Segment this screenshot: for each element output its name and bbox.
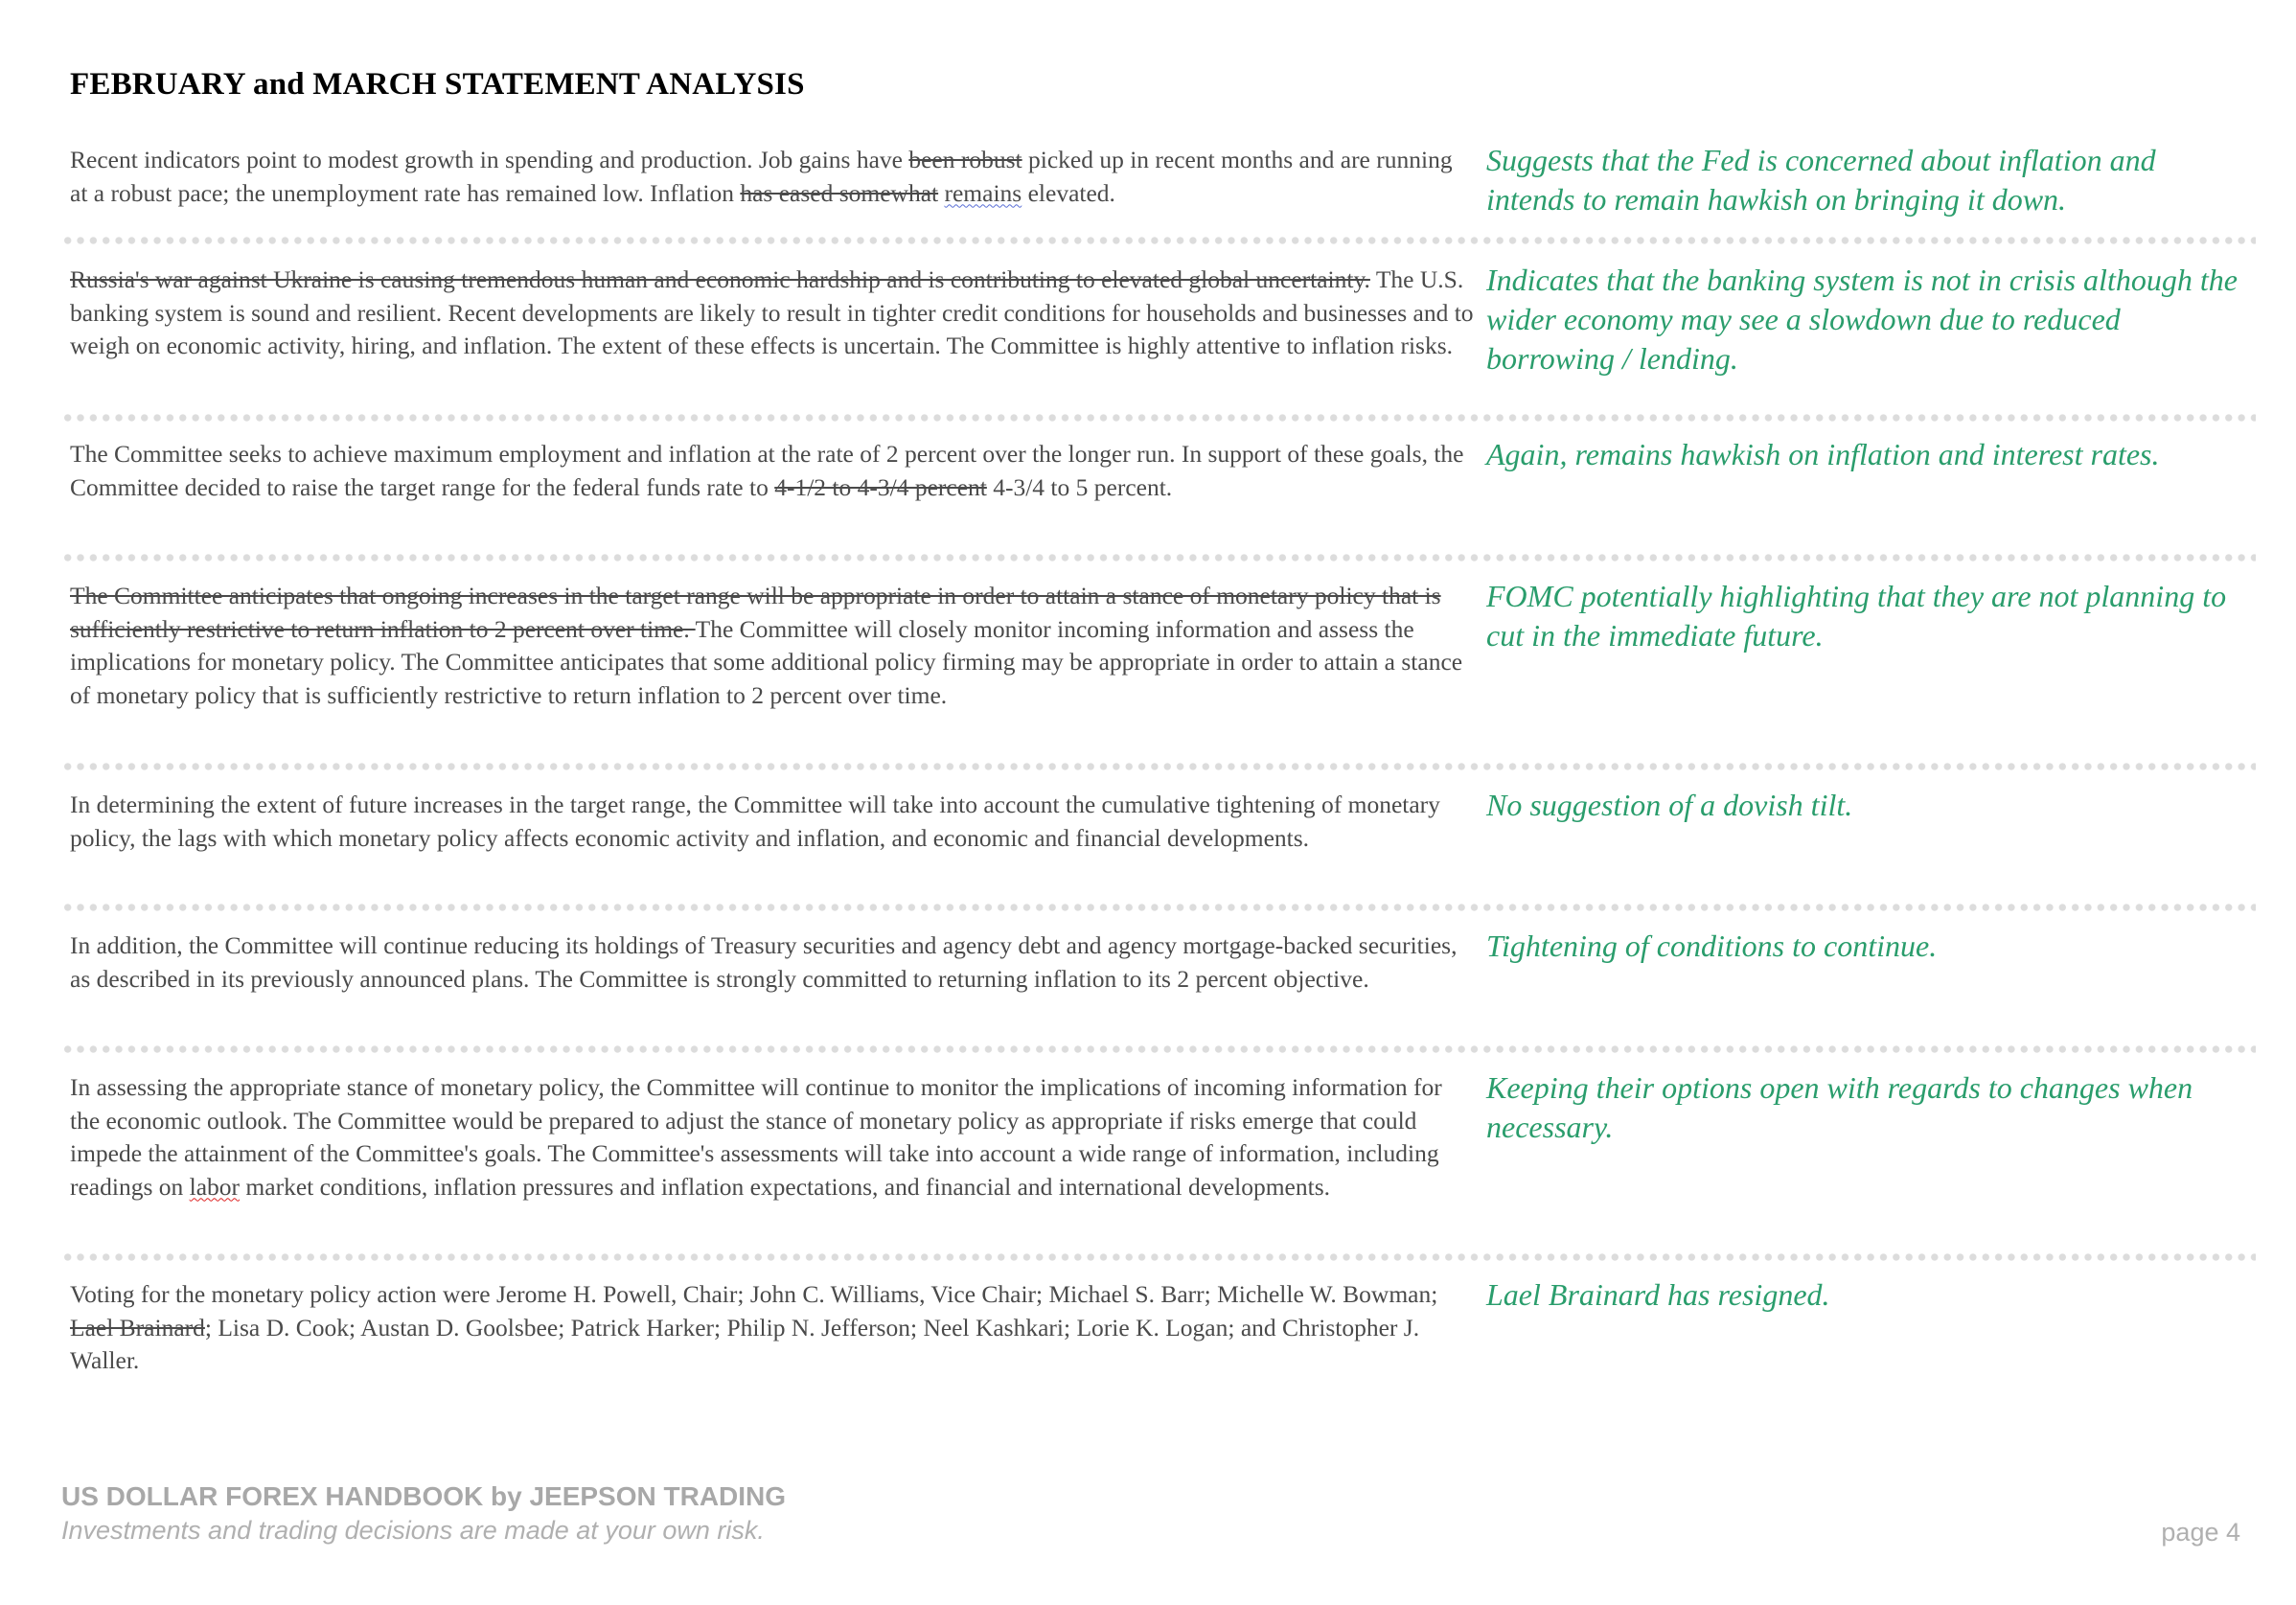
statement-text [70,789,1474,855]
dotted-divider [61,904,2256,911]
dotted-divider [61,554,2256,562]
statement-segment: The Committee will closely monitor incoming information and assess the implications for monetary policy. The Committee anticipates that some additional policy firming may be appropriate in order to attain a stance of monetary policy that is sufficiently restrictive to return inflation to 2 percent over time. [70,614,1463,709]
analysis-note: Again, remains hawkish on inflation and interest rates. [1486,437,2160,471]
statement-text [70,144,1474,210]
statement-text [70,580,1474,712]
page-number: page 4 [2161,1518,2240,1547]
deleted-text: has eased somewhat [740,178,939,207]
statement-segment: market conditions, inflation pressures and inflation expectations, and financial and international developments. [240,1172,1331,1201]
statement-segment: elevated. [1022,178,1115,207]
dotted-divider [61,1253,2256,1261]
page-title: FEBRUARY and MARCH STATEMENT ANALYSIS [70,67,805,102]
statement-segment: In addition, the Committee will continue reducing its holdings of Treasury securities and agency debt and agency mortgage-backed securities, as described in its previously announced plans. The Committee is strongly committed to returning inflation to its 2 percent objective. [70,931,1458,993]
statement-text [70,438,1474,504]
deleted-text: been robust [908,146,1022,173]
statement-segment: In determining the extent of future increases in the target range, the Committee will take into account the cumulative tightening of monetary policy, the lags with which monetary policy affects economic activity and inflation, and economic and financial developments. [70,791,1440,852]
deleted-text: Russia's war against Ukraine is causing tremendous human and economic hardship and is contributing to elevated global uncertainty. [70,265,1370,293]
dotted-divider [61,763,2256,770]
analysis-note: Indicates that the banking system is not in crisis although the wider economy may see a slowdown due to reduced borrowing / lending. [1486,263,2238,376]
analysis-note: No suggestion of a dovish tilt. [1486,788,1853,822]
deleted-text: The Committee anticipates that ongoing increases in the target range will be appropriate in order to attain a stance of monetary policy that is sufficiently restrictive to return inflation to 2 percent over time. [70,582,1441,643]
statement-segment: ; Lisa D. Cook; Austan D. Goolsbee; Patrick Harker; Philip N. Jefferson; Neel Kashkari; Lorie K. Logan; and Christopher J. Waller. [70,1313,1420,1374]
inserted-text: remains [944,178,1022,207]
analysis-note: FOMC potentially highlighting that they are not planning to cut in the immediate future. [1486,579,2227,653]
statement-text [70,1071,1474,1204]
statement-segment: 4-3/4 to 5 percent. [986,472,1173,501]
statement-segment: Voting for the monetary policy action were Jerome H. Powell, Chair; John C. Williams, Vice Chair; Michael S. Barr; Michelle W. Bowman; [70,1280,1438,1308]
deleted-text: Lael Brainard [70,1313,205,1341]
dotted-divider [61,414,2256,422]
footer-disclaimer: Investments and trading decisions are made at your own risk. [61,1516,765,1545]
flagged-word: labor [189,1172,241,1201]
footer-brand: US DOLLAR FOREX HANDBOOK by JEEPSON TRADING [61,1481,787,1511]
statement-segment: The Committee seeks to achieve maximum employment and inflation at the rate of 2 percent over the longer run. In support of these goals, the Committee decided to raise the target range for the federal funds rate to [70,440,1464,501]
statement-text [70,929,1474,996]
statement-segment: Recent indicators point to modest growth in spending and production. Job gains have [70,146,909,173]
statement-segment: The U.S. banking system is sound and resilient. Recent developments are likely to result in tighter credit conditions for households and businesses and to weigh on economic activity, hiring, and inflation. The extent of these effects is uncertain. The Committee is highly attentive to inflation risks. [70,265,1474,359]
statement-segment: picked up in recent months and are running at a robust pace; the unemployment rate has remained low. Inflation [70,146,1453,207]
analysis-note: Keeping their options open with regards to changes when necessary. [1486,1070,2193,1144]
analysis-note: Tightening of conditions to continue. [1486,929,1938,963]
dotted-divider [61,1045,2256,1053]
analysis-note: Suggests that the Fed is concerned about inflation and intends to remain hawkish on bringing it down. [1486,143,2156,217]
statement-text [70,1278,1474,1378]
statement-segment: In assessing the appropriate stance of monetary policy, the Committee will continue to monitor the implications of incoming information for the economic outlook. The Committee would be prepared to adjust the stance of monetary policy as appropriate if risks emerge that could impede the attainment of the Committee's goals. The Committee's assessments will take into account a wide range of information, including readings on [70,1073,1442,1201]
statement-text [70,264,1474,363]
analysis-note: Lael Brainard has resigned. [1486,1277,1830,1312]
dotted-divider [61,237,2256,244]
deleted-text: 4-1/2 to 4-3/4 percent [774,472,987,501]
